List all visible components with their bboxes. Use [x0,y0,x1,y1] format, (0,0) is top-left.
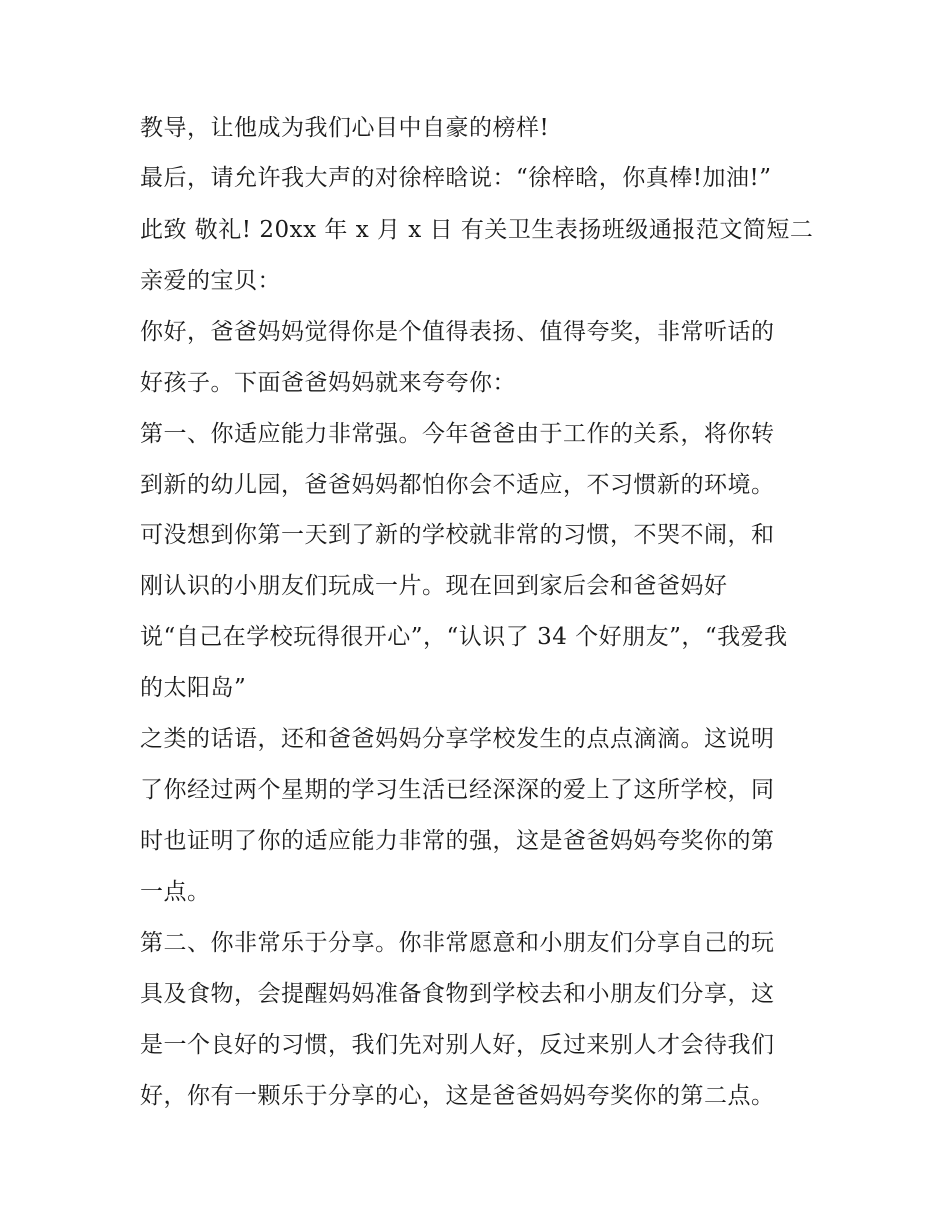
text-line-12: 的太阳岛” [140,675,247,701]
text-line-2: 最后，请允许我大声的对徐梓晗说：“徐梓晗，你真棒!加油!” [140,165,772,191]
text-line-10: 刚认识的小朋友们玩成一片。现在回到家后会和爸爸妈好 [140,573,728,599]
text-line-19: 是一个良好的习惯，我们先对别人好，反过来别人才会待我们 [140,1032,775,1058]
text-line-20: 好，你有一颗乐于分享的心，这是爸爸妈妈夸奖你的第二点。 [140,1083,775,1109]
text-line-16: 一点。 [140,879,211,905]
text-line-6: 好孩子。下面爸爸妈妈就来夸夸你： [140,370,516,396]
text-line-8: 到新的幼儿园，爸爸妈妈都怕你会不适应，不习惯新的环境。 [140,472,775,498]
text-line-13: 之类的话语，还和爸爸妈妈分享学校发生的点点滴滴。这说明 [140,726,775,752]
text-line-11: 说“自己在学校玩得很开心”，“认识了 34 个好朋友”，“我爱我 [140,624,788,650]
text-line-14: 了你经过两个星期的学习生活已经深深的爱上了这所学校，同 [140,777,775,803]
text-line-15: 时也证明了你的适应能力非常的强，这是爸爸妈妈夸奖你的第 [140,828,775,854]
text-line-9: 可没想到你第一天到了新的学校就非常的习惯，不哭不闹，和 [140,522,775,548]
text-line-17: 第二、你非常乐于分享。你非常愿意和小朋友们分享自己的玩 [140,930,775,956]
text-line-3: 此致 敬礼! 20xx 年 x 月 x 日 有关卫生表扬班级通报范文简短二 [140,217,814,243]
text-line-18: 具及食物，会提醒妈妈准备食物到学校去和小朋友们分享，这 [140,981,775,1007]
text-line-5: 你好，爸爸妈妈觉得你是个值得表扬、值得夸奖，非常听话的 [140,319,775,345]
text-line-7: 第一、你适应能力非常强。今年爸爸由于工作的关系，将你转 [140,421,775,447]
text-line-1: 教导，让他成为我们心目中自豪的榜样! [140,115,550,141]
text-line-4: 亲爱的宝贝： [140,268,281,294]
